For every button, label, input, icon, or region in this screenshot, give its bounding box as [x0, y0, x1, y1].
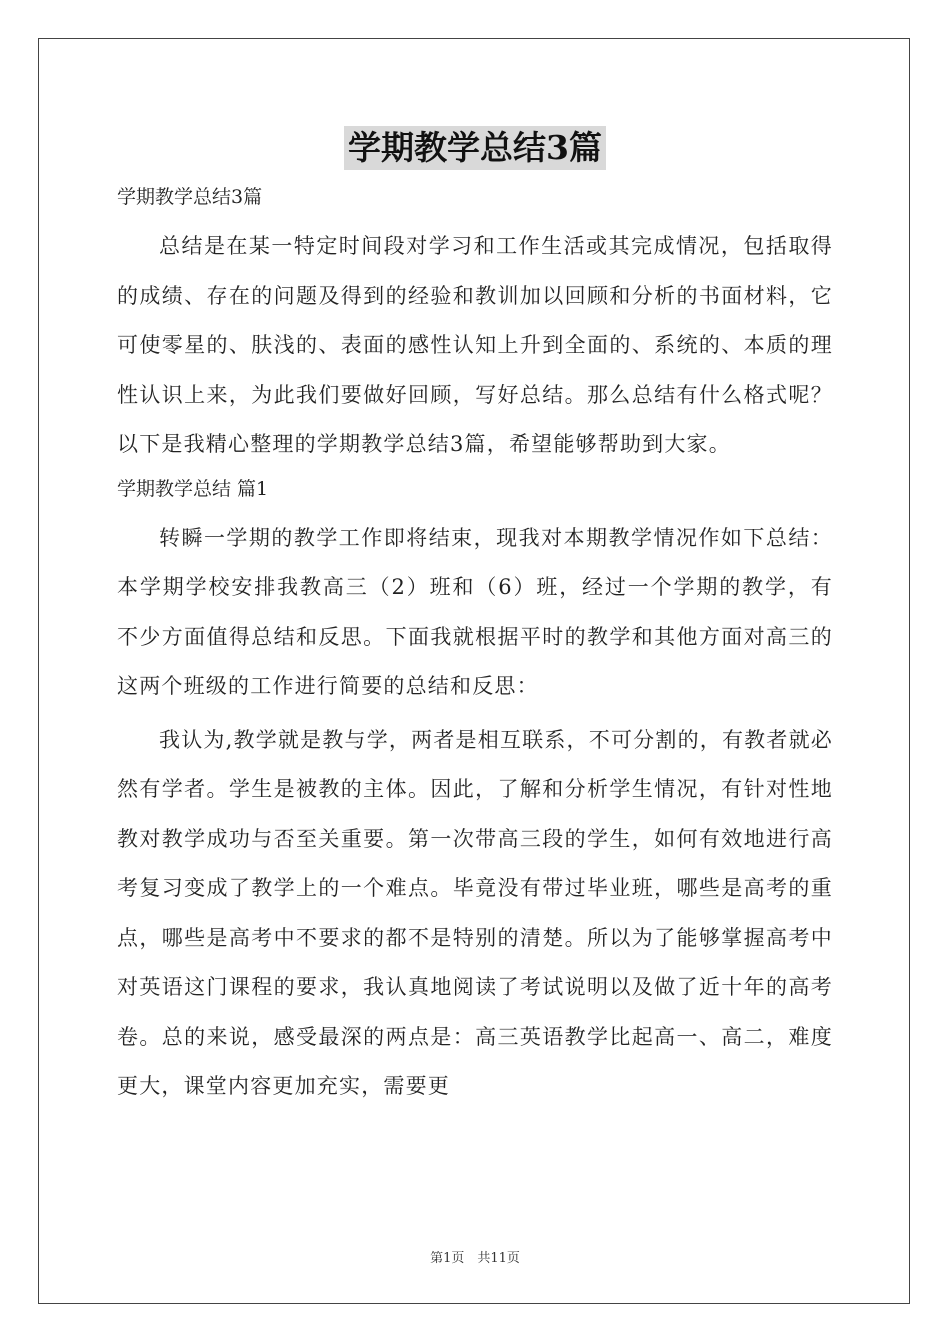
section-paragraph-1: 转瞬一学期的教学工作即将结束，现我对本期教学情况作如下总结：本学期学校安排我教高三（2）班和（6）班，经过一个学期的教学，有不少方面值得总结和反思。下面我就根据平时的教学和其他方面对高三的这两个班级的工作进行简要的总结和反思： — [117, 525, 833, 698]
title-container — [0, 126, 950, 170]
document-title: 学期教学总结3篇 — [344, 126, 606, 170]
section-heading: 学期教学总结 篇1 — [117, 477, 269, 500]
page-number-footer: 第1页 共11页 — [430, 1251, 520, 1266]
section-paragraph-2: 我认为,教学就是教与学，两者是相互联系，不可分割的，有教者就必然有学者。学生是被教的主体。因此，了解和分析学生情况，有针对性地教对教学成功与否至关重要。第一次带高三段的学生，如何有效地进行高考复习变成了教学上的一个难点。毕竟没有带过毕业班，哪些是高考的重点，哪些是高考中不要求的都不是特别的清楚。所以为了能够掌握高考中对英语这门课程的要求，我认真地阅读了考试说明以及做了近十年的高考卷。总的来说，感受最深的两点是：高三英语教学比起高一、高二，难度更大，课堂内容更加充实，需要更 — [117, 727, 833, 1098]
intro-paragraph: 总结是在某一特定时间段对学习和工作生活或其完成情况，包括取得的成绩、存在的问题及得到的经验和教训加以回顾和分析的书面材料，它可使零星的、肤浅的、表面的感性认知上升到全面的、系统的、本质的理性认识上来，为此我们要做好回顾，写好总结。那么总结有什么格式呢？以下是我精心整理的学期教学总结3篇，希望能够帮助到大家。 — [117, 234, 833, 456]
document-body — [117, 178, 833, 1116]
document-subtitle: 学期教学总结3篇 — [117, 186, 263, 208]
